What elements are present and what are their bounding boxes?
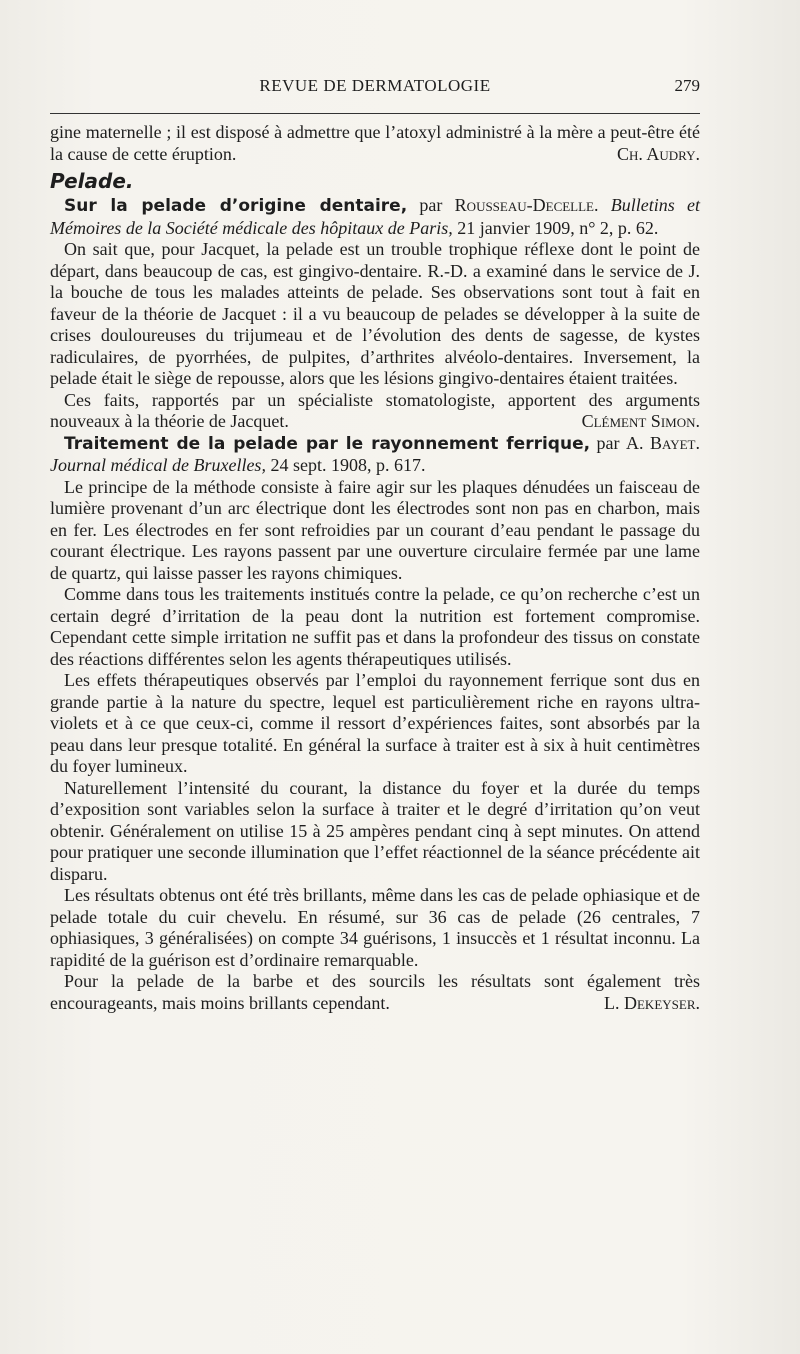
article-2-paragraph: Comme dans tous les traitements institués contre la pelade, ce qu’on recherche c’est un certain degré d’irritation de la peau dont la nutrition est fortement compromise. Cependant cette simple irritation ne suffit pas et dans la profondeur des tissus on constate des réactions différentes selon les agents thérapeutiques utilisés. <box>50 584 700 669</box>
article-1-last-text: Ces faits, rapportés par un spécialiste stomatologiste, apportent des arguments nouveaux à la théorie de Jacquet. <box>50 389 700 431</box>
signature-dekeyser: L. Dekeyser. <box>604 992 700 1013</box>
article-2-heading <box>50 433 700 477</box>
carryover-paragraph <box>50 122 700 165</box>
article-2-paragraph: Le principe de la méthode consiste à faire agir sur les plaques dénudées un faisceau de lumière provenant d’un arc électrique dont les électrodes sont non pas en charbon, mais en fer. Les électrodes en fer sont refroidies par un courant d’eau pendant le passage du courant électrique. Les rayons passent par une ouverture circulaire fermée par une lame de quartz, qui laisse passer les rayons chimiques. <box>50 476 700 583</box>
article-2-paragraph: Les effets thérapeutiques observés par l’emploi du rayonnement ferrique sont dus en grande partie à la nature du spectre, lequel est particulièrement riche en rayons ultra-violets et à ce que ceux-ci, comme il ressort d’expériences faites, sont absorbés par la peau dans leur presque totalité. En général la surface à traiter est à six à huit centimètres du foyer lumineux. <box>50 670 700 776</box>
article-2-paragraph: Naturellement l’intensité du courant, la distance du foyer et la durée du temps d’exposition sont variables selon la surface à traiter et le degré d’irritation qu’on veut obtenir. Généralement on utilise 15 à 25 ampères pendant cinq à sept minutes. On attend pour pratiquer une seconde illumination que l’effet réactionnel de la séance précédente ait disparu. <box>50 777 700 884</box>
article-1-citation: 21 janvier 1909, n° 2, p. 62. <box>452 217 659 238</box>
article-2-last-paragraph <box>50 971 700 1014</box>
article-2-journal: Journal médical de Bruxelles, <box>50 455 266 475</box>
article-1-by: par <box>407 195 455 215</box>
signature-audry: Ch. Audry. <box>616 143 700 164</box>
article-1-last-paragraph <box>50 390 700 433</box>
article-2-citation: 24 sept. 1908, p. 617. <box>265 455 426 475</box>
article-2-by: par <box>590 432 627 453</box>
article-2-title: Traitement de la pelade par le rayonnement ferrique, <box>64 433 591 454</box>
header-rule <box>50 113 700 114</box>
article-2-paragraph: Les résultats obtenus ont été très brillants, même dans les cas de pelade ophiasique et de pelade totale du cuir chevelu. En résumé, sur 36 cas de pelade (26 centrales, 7 ophiasiques, 3 généralisées) on compte 34 guérisons, 1 insuccès et 1 résultat inconnu. La rapidité de la guérison est d’ordinaire remarquable. <box>50 885 700 970</box>
article-2-last-text: Pour la pelade de la barbe et des sourcils les résultats sont également très encourageants, mais moins brillants cependant. <box>50 971 700 1013</box>
page-number: 279 <box>674 76 700 95</box>
section-title: Pelade. <box>50 169 134 193</box>
article-1-title: Sur la pelade d’origine dentaire, <box>64 196 408 216</box>
running-header <box>50 76 700 102</box>
signature-simon: Clément Simon. <box>581 411 700 431</box>
carryover-text: gine maternelle ; il est disposé à admettre que l’atoxyl administré à la mère a peut-être été la cause de cette éruption. <box>50 122 700 164</box>
running-title: REVUE DE DERMATOLOGIE <box>259 76 491 95</box>
article-1-paragraph: On sait que, pour Jacquet, la pelade est un trouble trophique réflexe dont le point de départ, dans beaucoup de cas, est gingivo-dentaire. R.-D. a examiné dans le service de J. la bouche de tous les malades atteints de pelade. Ses observations sont tout à fait en faveur de la théorie de Jacquet : il a vu beaucoup de pelades se développer à la suite de crises douloureuses du trijumeau et de l’évolution des dents de sagesse, de kystes radiculaires, de pyorrhées, de pulpites, d’arthrites alvéolo-dentaires. Inversement, la pelade était le siège de repousse, alors que les lésions gingivo-dentaires étaient traitées. <box>50 239 700 388</box>
article-1-journal: Bulletins et Mémoires de la Société médicale des hôpitaux de Paris, <box>50 195 700 238</box>
article-2-author: A. Bayet. <box>626 432 700 453</box>
page-body <box>50 122 700 1014</box>
article-1-heading <box>50 195 700 239</box>
article-1-author: Rousseau-Decelle. <box>454 195 599 215</box>
